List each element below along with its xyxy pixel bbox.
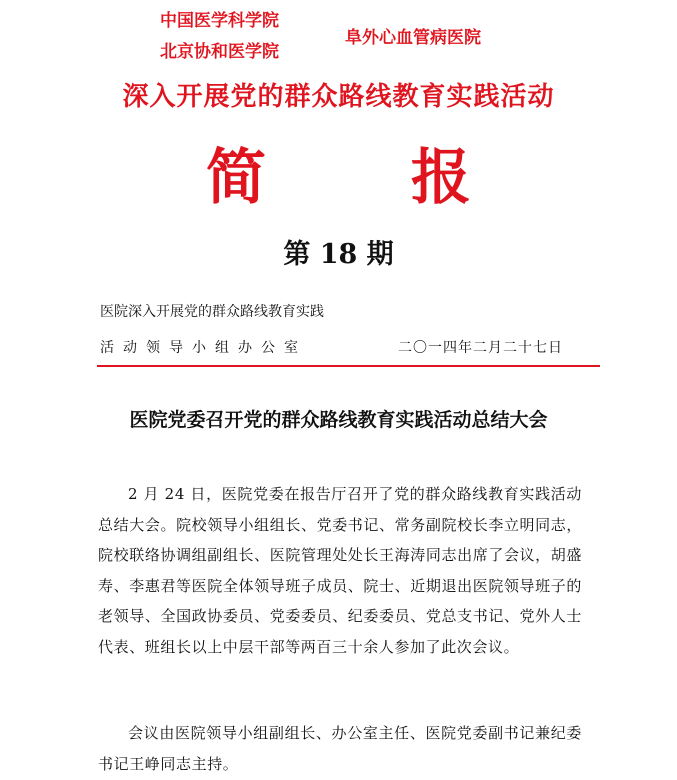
bulletin-title: 简 报: [206, 143, 533, 213]
institution-name-cams: 中国医学科学院: [160, 11, 279, 31]
header-divider: [97, 365, 600, 367]
article-paragraph: 会议由医院领导小组副组长、办公室主任、医院党委副书记兼纪委书记王峥同志主持。: [98, 724, 582, 773]
issue-number: 第 18 期: [283, 239, 394, 270]
issue-date: 二〇一四年二月二十七日: [398, 340, 563, 356]
institution-name-fuwai: 阜外心血管病医院: [345, 28, 481, 48]
article-paragraph: 2 月 24 日，医院党委在报告厅召开了党的群众路线教育实践活动总结大会。院校领导小组组长、党委书记、常务副院校长李立明同志，院校联络协调组副组长、医院管理处处长王海涛同志出席了会议，胡盛寿、李惠君等医院全体领导班子成员、院士、近期退出医院领导班子的老领导、全国政协委员、党委委员、纪委委员、党总支书记、党外人士代表、班组长以上中层干部等两百三十余人参加了此次会议。: [98, 485, 582, 656]
article-headline: 医院党委召开党的群众路线教育实践活动总结大会: [129, 409, 548, 431]
campaign-title: 深入开展党的群众路线教育实践活动: [122, 82, 555, 112]
issuer-line-2: 活动领导小组办公室: [100, 340, 307, 356]
issuer-line-1: 医院深入开展党的群众路线教育实践: [100, 304, 324, 320]
institution-name-pumc: 北京协和医学院: [160, 42, 279, 62]
